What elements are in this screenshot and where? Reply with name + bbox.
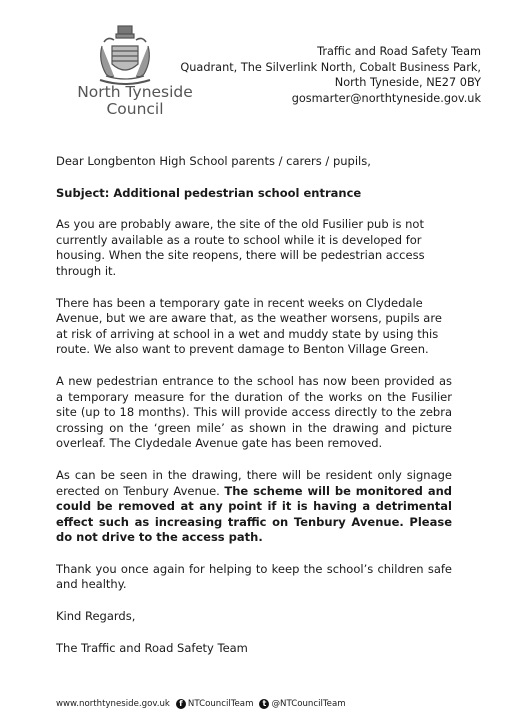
council-name-line1: North Tyneside <box>77 83 193 101</box>
letter-body <box>56 154 452 672</box>
footer-facebook[interactable]: NTCouncilTeam <box>187 699 254 709</box>
council-name-line2: Council <box>106 100 164 118</box>
paragraph-3: A new pedestrian entrance to the school has now been provided as a temporary measure for the duration of the works on the Fusilier site (up to 18 months). This will provide access directly to the zebra crossing on the ‘green mile’ as shown in the drawing and picture overleaf. The Clydedale Avenue gate has been removed. <box>56 373 452 451</box>
sender-email[interactable]: gosmarter@northtyneside.gov.uk <box>291 91 481 105</box>
council-crest-icon <box>94 24 156 88</box>
sender-team: Traffic and Road Safety Team <box>317 45 481 58</box>
paragraph-4-text: As can be seen in the drawing, there will be resident only signage erected on Tenbury Avenue. <box>56 467 452 498</box>
footer-website[interactable]: www.northtyneside.gov.uk <box>56 699 170 709</box>
paragraph-1: As you are probably aware, the site of the old Fusilier pub is not currently available as a route to school while it is developed for housing. When the site reopens, there will be pedestrian access through it. <box>56 217 425 278</box>
subject-line: Subject: Additional pedestrian school entrance <box>56 185 362 200</box>
salutation: Dear Longbenton High School parents / carers / pupils, <box>56 154 371 168</box>
paragraph-4-emphasis: The scheme will be monitored and could be removed at any point if it is having a detrimental effect such as increasing traffic on Tenbury Avenue. Please do not drive to the access path. <box>56 483 452 545</box>
facebook-icon: f <box>176 699 186 709</box>
signature: The Traffic and Road Safety Team <box>56 640 248 655</box>
sender-address-line: Quadrant, The Silverlink North, Cobalt Business Park, <box>180 60 481 74</box>
twitter-icon: t <box>259 699 269 709</box>
footer <box>56 698 346 710</box>
sender-address <box>180 44 481 106</box>
paragraph-5: Thank you once again for helping to keep the school’s children safe and healthy. <box>56 561 452 592</box>
closing: Kind Regards, <box>56 609 136 624</box>
paragraph-4 <box>56 468 452 546</box>
sender-address-line: North Tyneside, NE27 0BY <box>334 76 481 90</box>
paragraph-2: There has been a temporary gate in recent weeks on Clydedale Avenue, but we are aware that, as the weather worsens, pupils are at risk of arriving at school in a wet and muddy state by using this route. We also want to prevent damage to Benton Village Green. <box>56 295 442 357</box>
footer-twitter[interactable]: @NTCouncilTeam <box>271 699 346 709</box>
